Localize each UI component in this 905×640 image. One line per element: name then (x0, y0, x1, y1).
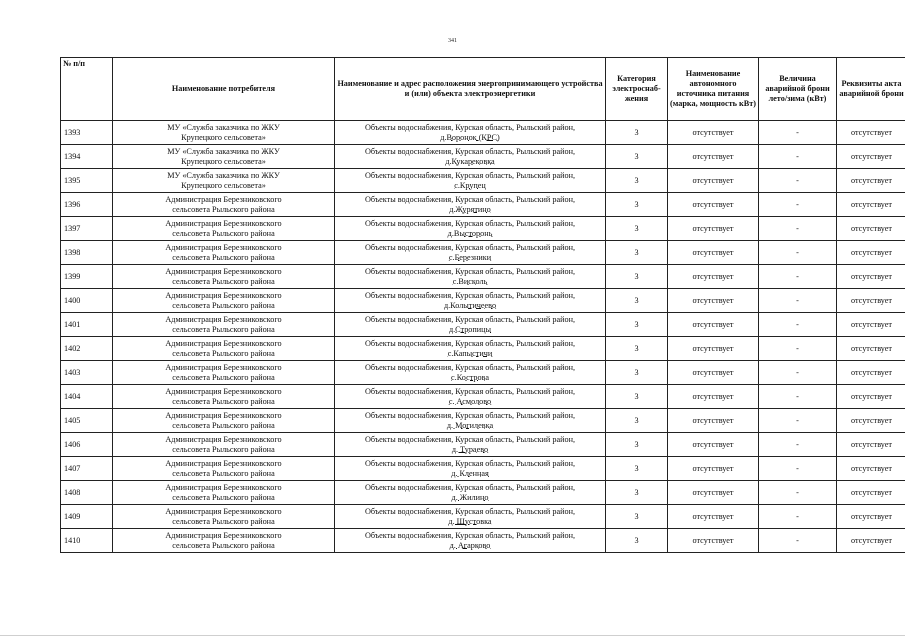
object-address-line-2: с.Висколь (452, 276, 488, 286)
object-address-line-2: с.Капыстичи (447, 348, 493, 358)
act-details: отсутствует (837, 337, 905, 361)
object-address-line-1: Объекты водоснабжения, Курская область, Рыльский район, (365, 147, 575, 157)
table-row (61, 169, 905, 193)
consumer-name-line-2: сельсовета Рыльского района (172, 228, 275, 238)
object-address (335, 337, 606, 361)
autonomous-source: отсутствует (668, 361, 759, 385)
object-address-line-2: д.Журятино (449, 204, 491, 214)
consumer-name-line-2: сельсовета Рыльского района (172, 300, 275, 310)
reserve-value: - (759, 121, 837, 145)
header-autonomous-source: Наименование автономного источника питания (марка, мощность кВт) (668, 58, 759, 121)
reserve-value: - (759, 505, 837, 529)
table-row (61, 121, 905, 145)
object-address (335, 289, 606, 313)
consumer-name-line-1: Администрация Березниковского (165, 219, 282, 229)
consumer-name-line-2: сельсовета Рыльского района (172, 276, 275, 286)
object-address (335, 121, 606, 145)
object-address-line-2: д.Воронок (КРС) (440, 132, 500, 142)
consumer-name-line-1: Администрация Березниковского (165, 531, 282, 541)
table-row (61, 337, 905, 361)
consumer-name-line-2: сельсовета Рыльского района (172, 420, 275, 430)
supply-category: 3 (606, 529, 668, 553)
consumer-name-line-2: сельсовета Рыльского района (172, 540, 275, 550)
reserve-value: - (759, 361, 837, 385)
consumer-name-line-2: сельсовета Рыльского района (172, 252, 275, 262)
reserve-value: - (759, 241, 837, 265)
page-number: 341 (448, 38, 457, 44)
object-address (335, 145, 606, 169)
act-details: отсутствует (837, 457, 905, 481)
table-row (61, 505, 905, 529)
row-number: 1399 (61, 265, 113, 289)
consumer-name-line-1: Администрация Березниковского (165, 459, 282, 469)
object-address-line-2: с.Крупец (454, 180, 486, 190)
supply-category: 3 (606, 361, 668, 385)
autonomous-source: отсутствует (668, 169, 759, 193)
object-address-line-2: с. Асмолово (448, 396, 492, 406)
table-row (61, 241, 905, 265)
table-row (61, 409, 905, 433)
reserve-value: - (759, 457, 837, 481)
header-consumer: Наименование потребителя (113, 58, 335, 121)
object-address (335, 529, 606, 553)
reserve-value: - (759, 409, 837, 433)
consumer-name-line-1: Администрация Березниковского (165, 387, 282, 397)
table-header (61, 58, 905, 121)
object-address-line-2: д. Шустовка (448, 516, 492, 526)
supply-category: 3 (606, 217, 668, 241)
supply-category: 3 (606, 241, 668, 265)
object-address (335, 361, 606, 385)
act-details: отсутствует (837, 361, 905, 385)
table-row (61, 313, 905, 337)
autonomous-source: отсутствует (668, 529, 759, 553)
act-details: отсутствует (837, 217, 905, 241)
reserve-value: - (759, 385, 837, 409)
row-number: 1407 (61, 457, 113, 481)
row-number: 1393 (61, 121, 113, 145)
supply-category: 3 (606, 313, 668, 337)
consumer-name-line-2: сельсовета Рыльского района (172, 396, 275, 406)
act-details: отсутствует (837, 313, 905, 337)
object-address-line-1: Объекты водоснабжения, Курская область, Рыльский район, (365, 243, 575, 253)
row-number: 1396 (61, 193, 113, 217)
consumer-name-line-1: Администрация Березниковского (165, 267, 282, 277)
header-act-details: Реквизиты акта аварийной брони (837, 58, 905, 121)
supply-category: 3 (606, 433, 668, 457)
reserve-value: - (759, 265, 837, 289)
object-address-line-1: Объекты водоснабжения, Курская область, Рыльский район, (365, 483, 575, 493)
consumer-name-line-2: сельсовета Рыльского района (172, 516, 275, 526)
row-number: 1408 (61, 481, 113, 505)
act-details: отсутствует (837, 289, 905, 313)
row-number: 1394 (61, 145, 113, 169)
consumer-name (113, 529, 335, 553)
act-details: отсутствует (837, 505, 905, 529)
autonomous-source: отсутствует (668, 385, 759, 409)
reserve-value: - (759, 145, 837, 169)
autonomous-source: отсутствует (668, 121, 759, 145)
supply-category: 3 (606, 481, 668, 505)
table-body (61, 121, 905, 553)
autonomous-source: отсутствует (668, 481, 759, 505)
header-row (61, 58, 905, 121)
consumer-name-line-2: Крупецкого сельсовета» (181, 132, 266, 142)
object-address-line-2: д.Стропицы (448, 324, 492, 334)
consumer-name (113, 145, 335, 169)
supply-category: 3 (606, 457, 668, 481)
reserve-value: - (759, 169, 837, 193)
supply-category: 3 (606, 265, 668, 289)
consumer-name (113, 121, 335, 145)
object-address-line-2: д. Тураево (451, 444, 489, 454)
supply-category: 3 (606, 145, 668, 169)
object-address-line-1: Объекты водоснабжения, Курская область, Рыльский район, (365, 123, 575, 133)
consumer-name-line-2: Крупецкого сельсовета» (181, 180, 266, 190)
consumer-name-line-2: сельсовета Рыльского района (172, 372, 275, 382)
reserve-value: - (759, 481, 837, 505)
row-number: 1401 (61, 313, 113, 337)
supply-category: 3 (606, 289, 668, 313)
row-number: 1398 (61, 241, 113, 265)
act-details: отсутствует (837, 241, 905, 265)
object-address (335, 505, 606, 529)
consumer-name (113, 481, 335, 505)
act-details: отсутствует (837, 409, 905, 433)
act-details: отсутствует (837, 529, 905, 553)
emergency-reserve-table (60, 57, 905, 553)
object-address-line-2: д. Жилино (451, 492, 489, 502)
autonomous-source: отсутствует (668, 145, 759, 169)
object-address (335, 217, 606, 241)
header-reserve-value: Величина аварийной брони лето/зима (кВт) (759, 58, 837, 121)
act-details: отсутствует (837, 193, 905, 217)
consumer-name (113, 241, 335, 265)
reserve-value: - (759, 193, 837, 217)
scan-edge-line (0, 635, 905, 636)
object-address (335, 433, 606, 457)
table-row (61, 457, 905, 481)
object-address-line-2: д. Агарково (449, 540, 491, 550)
row-number: 1404 (61, 385, 113, 409)
consumer-name-line-2: сельсовета Рыльского района (172, 444, 275, 454)
consumer-name (113, 217, 335, 241)
autonomous-source: отсутствует (668, 217, 759, 241)
table-row (61, 217, 905, 241)
row-number: 1395 (61, 169, 113, 193)
object-address-line-1: Объекты водоснабжения, Курская область, Рыльский район, (365, 363, 575, 373)
consumer-name-line-1: Администрация Березниковского (165, 483, 282, 493)
object-address-line-1: Объекты водоснабжения, Курская область, Рыльский район, (365, 291, 575, 301)
table-row (61, 481, 905, 505)
consumer-name (113, 193, 335, 217)
act-details: отсутствует (837, 481, 905, 505)
consumer-name (113, 505, 335, 529)
object-address-line-1: Объекты водоснабжения, Курская область, Рыльский район, (365, 411, 575, 421)
object-address-line-2: д. Кленная (451, 468, 489, 478)
header-category: Категория электроснаб-жения (606, 58, 668, 121)
object-address-line-2: д.Колытичеево (443, 300, 497, 310)
consumer-name-line-2: сельсовета Рыльского района (172, 492, 275, 502)
table-row (61, 385, 905, 409)
autonomous-source: отсутствует (668, 409, 759, 433)
object-address (335, 265, 606, 289)
autonomous-source: отсутствует (668, 265, 759, 289)
autonomous-source: отсутствует (668, 289, 759, 313)
supply-category: 3 (606, 337, 668, 361)
object-address-line-2: д. Могилевка (446, 420, 494, 430)
act-details: отсутствует (837, 169, 905, 193)
table-row (61, 529, 905, 553)
table-row (61, 193, 905, 217)
object-address-line-1: Объекты водоснабжения, Курская область, Рыльский район, (365, 315, 575, 325)
object-address-line-1: Объекты водоснабжения, Курская область, Рыльский район, (365, 171, 575, 181)
row-number: 1405 (61, 409, 113, 433)
reserve-value: - (759, 289, 837, 313)
object-address (335, 169, 606, 193)
row-number: 1397 (61, 217, 113, 241)
consumer-name-line-2: сельсовета Рыльского района (172, 348, 275, 358)
reserve-value: - (759, 313, 837, 337)
consumer-name-line-2: сельсовета Рыльского района (172, 324, 275, 334)
consumer-name-line-1: Администрация Березниковского (165, 339, 282, 349)
consumer-name (113, 409, 335, 433)
header-object: Наименование и адрес расположения энергопринимающего устройства и (или) объекта электроэнергетики (335, 58, 606, 121)
consumer-name-line-1: Администрация Березниковского (165, 291, 282, 301)
consumer-name-line-1: Администрация Березниковского (165, 435, 282, 445)
row-number: 1410 (61, 529, 113, 553)
autonomous-source: отсутствует (668, 193, 759, 217)
consumer-name (113, 289, 335, 313)
consumer-name-line-1: Администрация Березниковского (165, 363, 282, 373)
act-details: отсутствует (837, 145, 905, 169)
object-address-line-1: Объекты водоснабжения, Курская область, Рыльский район, (365, 267, 575, 277)
supply-category: 3 (606, 193, 668, 217)
object-address-line-1: Объекты водоснабжения, Курская область, Рыльский район, (365, 195, 575, 205)
supply-category: 3 (606, 121, 668, 145)
reserve-value: - (759, 217, 837, 241)
consumer-name-line-1: Администрация Березниковского (165, 315, 282, 325)
object-address-line-1: Объекты водоснабжения, Курская область, Рыльский район, (365, 219, 575, 229)
consumer-name (113, 313, 335, 337)
autonomous-source: отсутствует (668, 337, 759, 361)
object-address (335, 385, 606, 409)
row-number: 1400 (61, 289, 113, 313)
object-address-line-1: Объекты водоснабжения, Курская область, Рыльский район, (365, 459, 575, 469)
consumer-name-line-1: МУ «Служба заказчика по ЖКУ (167, 123, 280, 133)
consumer-name-line-1: Администрация Березниковского (165, 243, 282, 253)
supply-category: 3 (606, 409, 668, 433)
object-address-line-2: д.Кукарековка (445, 156, 495, 166)
table-row (61, 433, 905, 457)
act-details: отсутствует (837, 121, 905, 145)
row-number: 1403 (61, 361, 113, 385)
object-address (335, 193, 606, 217)
consumer-name-line-1: Администрация Березниковского (165, 411, 282, 421)
object-address-line-1: Объекты водоснабжения, Курская область, Рыльский район, (365, 339, 575, 349)
consumer-name (113, 265, 335, 289)
row-number: 1406 (61, 433, 113, 457)
autonomous-source: отсутствует (668, 505, 759, 529)
object-address-line-1: Объекты водоснабжения, Курская область, Рыльский район, (365, 387, 575, 397)
act-details: отсутствует (837, 265, 905, 289)
row-number: 1402 (61, 337, 113, 361)
consumer-name-line-1: МУ «Служба заказчика по ЖКУ (167, 147, 280, 157)
consumer-name (113, 385, 335, 409)
object-address-line-1: Объекты водоснабжения, Курская область, Рыльский район, (365, 507, 575, 517)
table-row (61, 265, 905, 289)
object-address-line-1: Объекты водоснабжения, Курская область, Рыльский район, (365, 531, 575, 541)
consumer-name (113, 169, 335, 193)
object-address-line-1: Объекты водоснабжения, Курская область, Рыльский район, (365, 435, 575, 445)
supply-category: 3 (606, 505, 668, 529)
consumer-name-line-2: Крупецкого сельсовета» (181, 156, 266, 166)
supply-category: 3 (606, 169, 668, 193)
object-address (335, 313, 606, 337)
row-number: 1409 (61, 505, 113, 529)
consumer-name-line-2: сельсовета Рыльского района (172, 468, 275, 478)
header-num: № п/п (61, 58, 113, 121)
object-address-line-2: д.Высторонь (447, 228, 493, 238)
object-address (335, 409, 606, 433)
supply-category: 3 (606, 385, 668, 409)
object-address (335, 241, 606, 265)
table-row (61, 361, 905, 385)
object-address (335, 481, 606, 505)
autonomous-source: отсутствует (668, 457, 759, 481)
reserve-value: - (759, 337, 837, 361)
consumer-name-line-1: МУ «Служба заказчика по ЖКУ (167, 171, 280, 181)
consumer-name (113, 433, 335, 457)
reserve-value: - (759, 529, 837, 553)
autonomous-source: отсутствует (668, 241, 759, 265)
object-address-line-2: с.Кострова (451, 372, 489, 382)
act-details: отсутствует (837, 385, 905, 409)
object-address-line-2: с.Березники (448, 252, 492, 262)
consumer-name (113, 361, 335, 385)
reserve-value: - (759, 433, 837, 457)
consumer-name-line-1: Администрация Березниковского (165, 195, 282, 205)
object-address (335, 457, 606, 481)
consumer-name-line-2: сельсовета Рыльского района (172, 204, 275, 214)
table-row (61, 145, 905, 169)
consumer-name (113, 337, 335, 361)
autonomous-source: отсутствует (668, 313, 759, 337)
consumer-name (113, 457, 335, 481)
autonomous-source: отсутствует (668, 433, 759, 457)
act-details: отсутствует (837, 433, 905, 457)
consumer-name-line-1: Администрация Березниковского (165, 507, 282, 517)
table-row (61, 289, 905, 313)
